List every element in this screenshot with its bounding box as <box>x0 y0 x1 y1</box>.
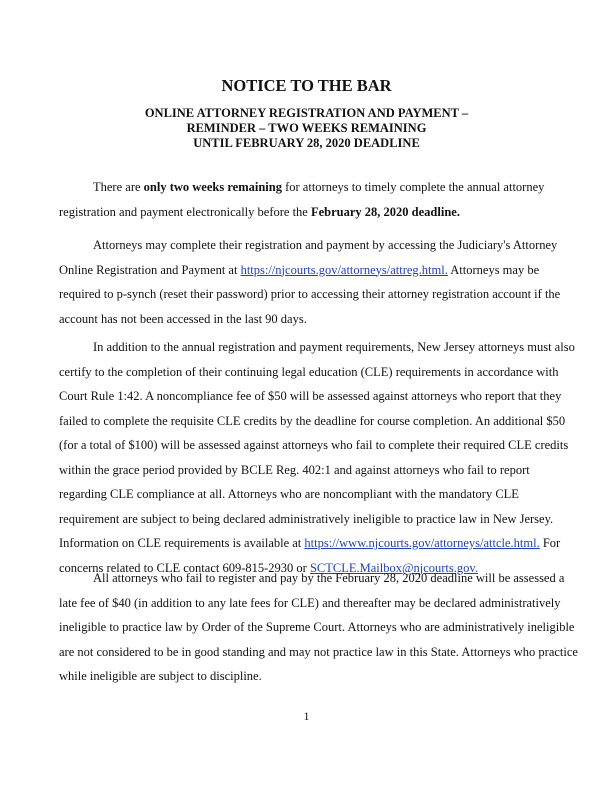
p3-text-a: In addition to the annual registration and payment requirements, New Jersey attorneys must also certify to the completion of their continuing legal education (CLE) requirements in accordance with Court Rule 1:42. A noncompliance fee of $50 will be assessed against attorneys who report that they failed to complete the requisite CLE credits by the deadline for course completion. An additional $50 (for a total of $100) will be assessed against attorneys who fail to complete their required CLE credits within the grace period provided by BCLE Reg. 402:1 and against attorneys who fail to report regarding CLE compliance at all. Attorneys who are noncompliant with the mandatory CLE requirement are subject to being declared administratively ineligible to practice law in New Jersey. Information on CLE requirements is available at <box>59 340 575 550</box>
subtitle-line-2: REMINDER – TWO WEEKS REMAINING <box>186 121 427 135</box>
subtitle-line-3: UNTIL FEBRUARY 28, 2020 DEADLINE <box>193 136 420 150</box>
p1-text-c: for attorneys to timely complete the annual attorney registration and payment electronically before the <box>59 180 545 219</box>
p2-text-b: Attorneys may be required to p-synch (reset their password) prior to accessing their attorney registration account if the account has not been accessed in the last 90 days. <box>59 262 561 326</box>
p1-text-a: There are <box>93 180 144 194</box>
paragraph-online-registration <box>59 233 579 331</box>
page-number: 1 <box>303 711 310 723</box>
p1-bold-remaining: only two weeks remaining <box>143 180 282 194</box>
p1-bold-deadline: February 28, 2020 deadline. <box>310 204 460 219</box>
p2-text-a: Attorneys may complete their registration and payment by accessing the Judiciary's Attorney Online Registration and Payment at <box>59 238 558 277</box>
p3-text-b: For concerns related to CLE contact 609-815-2930 or <box>59 536 561 575</box>
paragraph-deadline <box>59 175 579 224</box>
attcle-link[interactable]: https://www.njcourts.gov/attorneys/attcle.html. <box>304 536 540 550</box>
subtitle <box>0 106 613 151</box>
p4-text: All attorneys who fail to register and pay by the February 28, 2020 deadline will be assessed a late fee of $40 (in addition to any late fees for CLE) and thereafter may be declared administratively ineligible to practice law by Order of the Supreme Court. Attorneys who are administratively ineligible are not considered to be in good standing and may not practice law in this State. Attorneys who practice while ineligible are subject to discipline. <box>59 571 578 683</box>
paragraph-late-fee <box>59 566 579 689</box>
paragraph-cle-requirements <box>59 335 579 580</box>
attreg-link[interactable]: https://njcourts.gov/attorneys/attreg.html. <box>240 262 448 277</box>
page-title: NOTICE TO THE BAR <box>221 76 392 95</box>
subtitle-line-1: ONLINE ATTORNEY REGISTRATION AND PAYMENT – <box>144 106 469 120</box>
cle-mailbox-link[interactable]: SCTCLE.Mailbox@njcourts.gov. <box>309 560 478 575</box>
